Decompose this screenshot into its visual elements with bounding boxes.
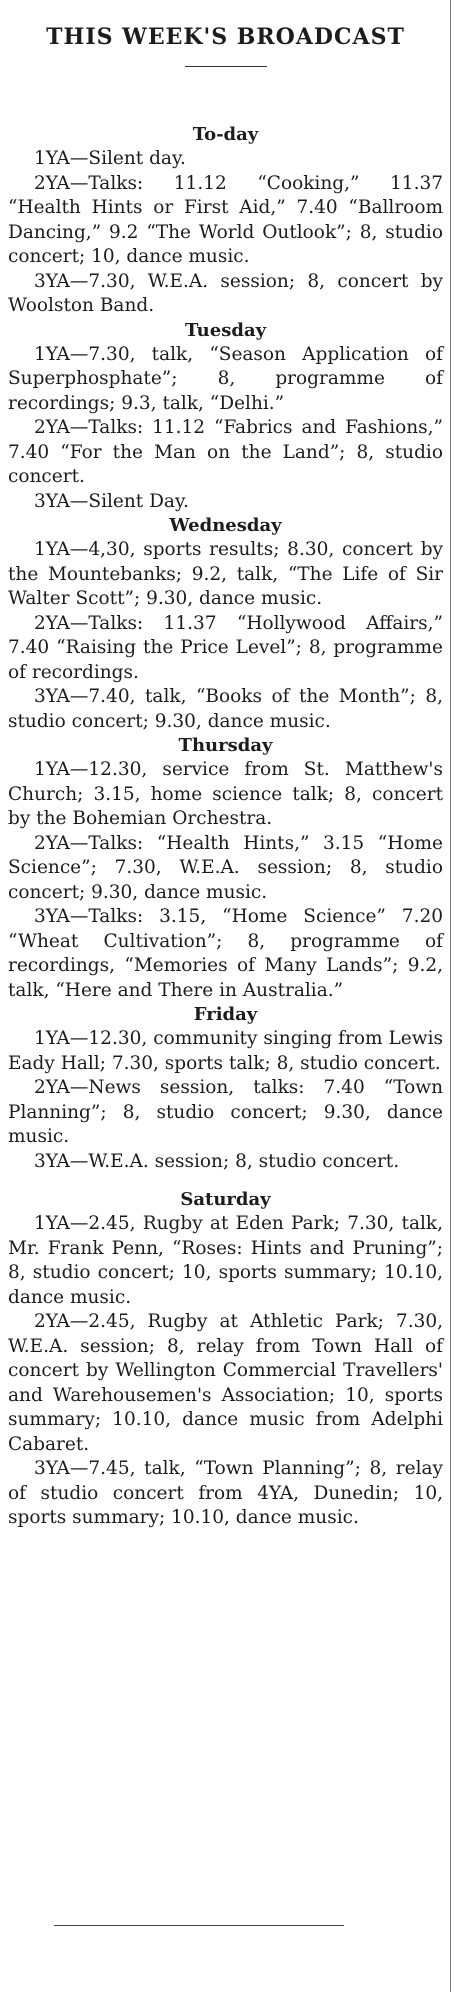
column-divider [450, 0, 451, 1992]
day-heading-today: To-day [192, 124, 259, 145]
schedule-entry: 3YA—7.40, talk, “Books of the Month”; 8, studio concert; 9.30, dance music. [8, 686, 443, 732]
page-title: THIS WEEK'S BROADCAST [46, 24, 405, 50]
schedule-entry: 3YA—7.45, talk, “Town Planning”; 8, relay of studio concert from 4YA, Dunedin; 10, sports summary; 10.10, dance music. [8, 1458, 443, 1528]
schedule-entry: 1YA—2.45, Rugby at Eden Park; 7.30, talk, Mr. Frank Penn, “Roses: Hints and Pruning”; 8, studio concert; 10, sports summary; 10.10, dance music. [8, 1213, 443, 1308]
bottom-rule [54, 1925, 344, 1926]
schedule-entry: 1YA—7.30, talk, “Season Application of Superphosphate”; 8, programme of recordings; 9.3, talk, “Delhi.” [8, 343, 443, 414]
title-underline [185, 66, 267, 67]
section-spacer [8, 1174, 443, 1188]
schedule-entry: 2YA—News session, talks: 7.40 “Town Planning”; 8, studio concert; 9.30, dance music. [8, 1077, 443, 1147]
day-heading-friday: Friday [193, 1004, 258, 1025]
schedule-entry: 1YA—Silent day. [34, 148, 186, 169]
day-heading-wednesday: Wednesday [169, 515, 282, 536]
schedule-entry: 1YA—12.30, community singing from Lewis Eady Hall; 7.30, sports talk; 8, studio concert. [8, 1028, 443, 1074]
day-heading-thursday: Thursday [178, 735, 273, 756]
schedule-entry: 1YA—4,30, sports results; 8.30, concert by the Mountebanks; 9.2, talk, “The Life of Sir Walter Scott”; 9.30, dance music. [8, 539, 443, 609]
schedule-entry: 1YA—12.30, service from St. Matthew's Church; 3.15, home science talk; 8, concert by the Bohemian Orchestra. [8, 759, 443, 829]
schedule-entry: 3YA—Talks: 3.15, “Home Science” 7.20 “Wheat Cultivation”; 8, programme of recordings, “Memories of Many Lands”; 9.2, talk, “Here and There in Australia.” [8, 906, 443, 1001]
schedule-entry: 3YA—Silent Day. [34, 490, 189, 512]
day-section-today [8, 123, 443, 319]
schedule-entry: 3YA—W.E.A. session; 8, studio concert. [34, 1150, 400, 1172]
day-section-wednesday [8, 514, 443, 734]
schedule-entry: 3YA—7.30, W.E.A. session; 8, concert by Woolston Band. [8, 270, 443, 316]
day-section-tuesday [8, 319, 443, 515]
schedule-entry: 2YA—Talks: 11.37 “Hollywood Affairs,” 7.40 “Raising the Price Level”; 8, programme of recordings. [8, 612, 443, 683]
day-section-thursday [8, 734, 443, 1003]
day-section-saturday [8, 1188, 443, 1531]
day-heading-saturday: Saturday [180, 1189, 271, 1210]
schedule-entry: 2YA—Talks: 11.12 “Cooking,” 11.37 “Health Hints or First Aid,” 7.40 “Ballroom Dancing,” 9.2 “The World Outlook”; 8, studio concert; 10, dance music. [8, 172, 443, 267]
day-section-friday [8, 1003, 443, 1174]
schedule-entry: 2YA—Talks: 11.12 “Fabrics and Fashions,” 7.40 “For the Man on the Land”; 8, studio concert. [8, 417, 443, 487]
schedule-entry: 2YA—2.45, Rugby at Athletic Park; 7.30, W.E.A. session; 8, relay from Town Hall of concert by Wellington Commercial Travellers' and Warehousemen's Association; 10, sports summary; 10.10, dance music from Adelphi Cabaret. [8, 1311, 443, 1455]
schedule-entry: 2YA—Talks: “Health Hints,” 3.15 “Home Science”; 7.30, W.E.A. session; 8, studio concert; 9.30, dance music. [8, 832, 443, 903]
day-heading-tuesday: Tuesday [184, 319, 267, 341]
